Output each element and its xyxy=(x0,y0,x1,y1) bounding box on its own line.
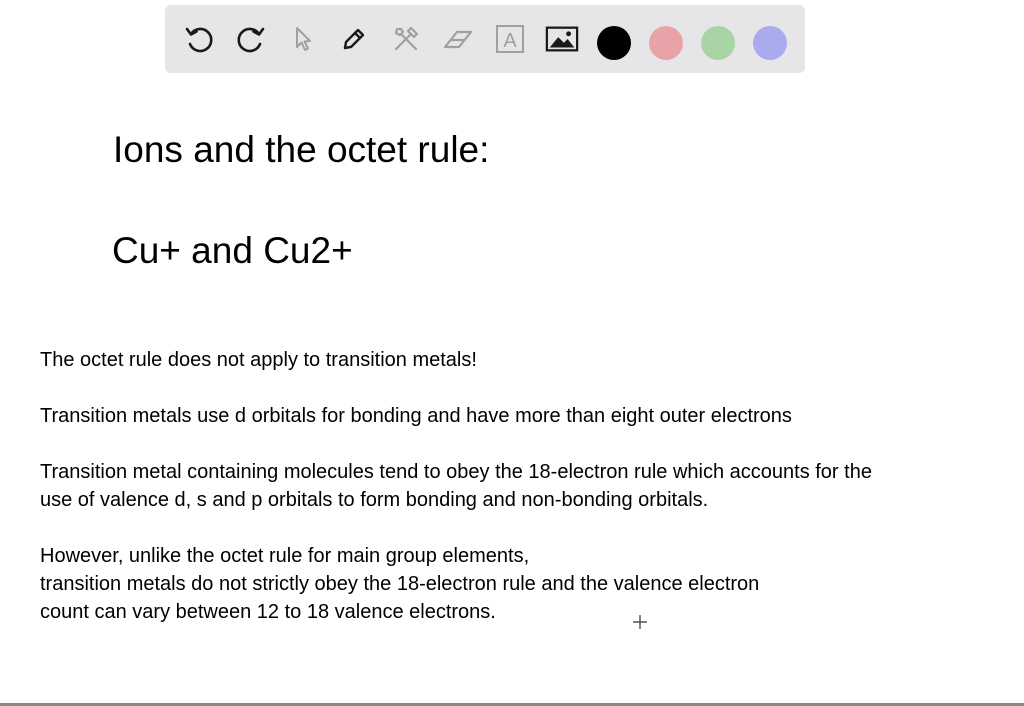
paragraph-line: count can vary between 12 to 18 valence electrons. xyxy=(40,601,496,623)
image-button[interactable] xyxy=(545,22,579,56)
eraser-icon xyxy=(441,23,475,55)
color-swatch-green[interactable] xyxy=(701,26,735,60)
slide-subtitle: Cu+ and Cu2+ xyxy=(112,230,353,271)
undo-icon xyxy=(183,23,215,55)
paragraph-line: Transition metal containing molecules tend to obey the 18-electron rule which accounts for the xyxy=(40,461,872,483)
drawing-toolbar xyxy=(165,5,805,73)
image-icon xyxy=(545,24,579,54)
text-tool-glyph: A xyxy=(503,30,517,52)
redo-icon xyxy=(235,23,267,55)
crosshair-cursor-icon xyxy=(633,615,647,629)
slide-title: Ions and the octet rule: xyxy=(113,129,490,170)
redo-button[interactable] xyxy=(234,22,268,56)
paragraph-18-electron-rule xyxy=(40,458,872,514)
undo-button[interactable] xyxy=(182,22,216,56)
pen-icon xyxy=(338,23,370,55)
color-swatch-blue[interactable] xyxy=(753,26,787,60)
color-swatch-black[interactable] xyxy=(597,26,631,60)
paragraph-octet-exception xyxy=(40,346,477,374)
text-tool-button[interactable] xyxy=(493,22,527,56)
paragraph-line: use of valence d, s and p orbitals to form bonding and non-bonding orbitals. xyxy=(40,489,709,511)
pen-button[interactable] xyxy=(337,22,371,56)
paragraph-line: Transition metals use d orbitals for bonding and have more than eight outer electrons xyxy=(40,405,792,427)
eraser-button[interactable] xyxy=(441,22,475,56)
paragraph-line: The octet rule does not apply to transition metals! xyxy=(40,349,477,371)
paragraph-d-orbitals xyxy=(40,402,792,430)
color-swatch-red[interactable] xyxy=(649,26,683,60)
tools-icon xyxy=(390,23,422,55)
select-pointer-icon xyxy=(288,24,318,54)
paragraph-line: However, unlike the octet rule for main group elements, xyxy=(40,545,530,567)
paragraph-line: transition metals do not strictly obey the 18-electron rule and the valence electron xyxy=(40,573,760,595)
text-tool-icon xyxy=(494,23,526,55)
tools-button[interactable] xyxy=(389,22,423,56)
select-button[interactable] xyxy=(286,22,320,56)
paragraph-valence-count xyxy=(40,542,759,626)
